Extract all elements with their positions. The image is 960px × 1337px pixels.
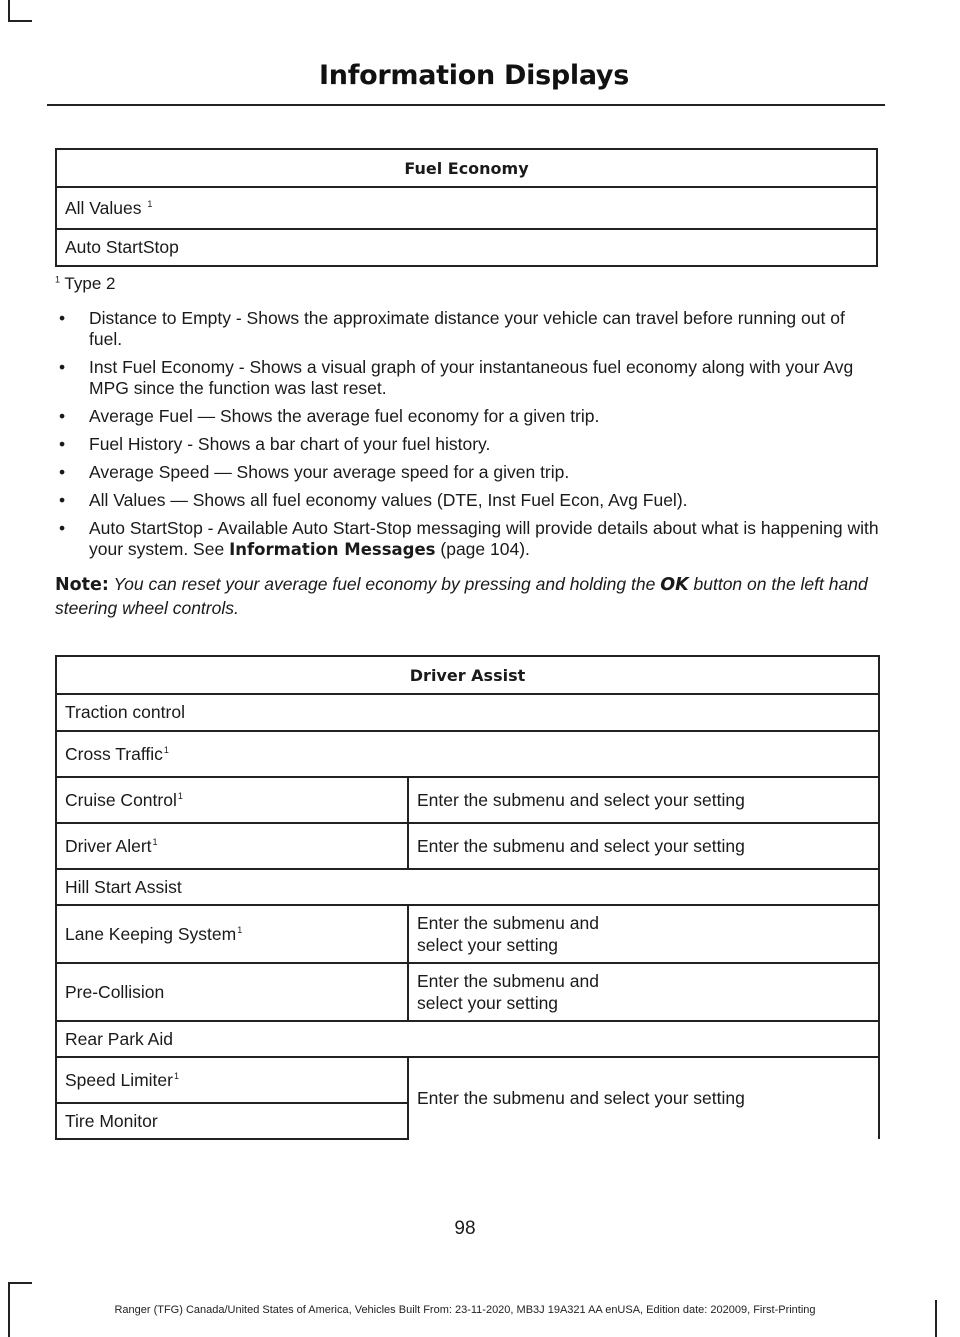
list-item: • Distance to Empty - Shows the approximate distance your vehicle can travel before running out of fuel. [59, 308, 845, 349]
row-lane-keeping-system: Lane Keeping System$^1$ [56, 905, 408, 963]
ok-button-ref: OK [660, 575, 689, 595]
crop-mark [10, 1282, 32, 1284]
footnote-mark: 1 [147, 198, 153, 209]
driver-alert-setting: Enter the submenu and select your setting [408, 823, 879, 869]
driver-table-heading: Driver Assist [56, 656, 879, 694]
page-title: Information Displays [319, 60, 629, 91]
list-item: • Inst Fuel Economy - Shows a visual graph of your instantaneous fuel economy along with your Avg MPG since the function was last reset. [59, 357, 854, 398]
crop-mark [10, 20, 32, 22]
crop-mark [8, 0, 10, 22]
information-messages-link[interactable]: Information Messages [229, 540, 436, 559]
row-cruise-control: Cruise Control$^1$ [56, 777, 408, 823]
pre-collision-setting: Enter the submenu and select your setting [408, 963, 879, 1021]
lane-keeping-setting: Enter the submenu and select your setting [408, 905, 879, 963]
footer-text: Ranger (TFG) Canada/United States of America, Vehicles Built From: 23-11-2020, MB3J 19A321 AA enUSA, Edition date: 202009, First-Printing [114, 1304, 816, 1316]
row-traction-control: Traction control [56, 694, 879, 731]
row-speed-limiter: Speed Limiter$^1$ [56, 1057, 408, 1103]
list-item: • Average Fuel — Shows the average fuel economy for a given trip. [59, 406, 600, 426]
list-item: • All Values — Shows all fuel economy values (DTE, Inst Fuel Econ, Avg Fuel). [59, 490, 688, 510]
crop-mark [935, 1300, 937, 1337]
speed-limiter-setting: Enter the submenu and select your setting [408, 1057, 879, 1139]
fuel-table-heading: Fuel Economy [56, 149, 877, 187]
note-paragraph: Note: You can reset your average fuel economy by pressing and holding the OK button on the left hand steering wheel controls. [55, 574, 868, 618]
row-driver-alert: Driver Alert$^1$ [56, 823, 408, 869]
row-rear-park-aid: Rear Park Aid [56, 1021, 879, 1057]
fuel-row-all-values: All Values $^1$ [56, 187, 877, 229]
row-hill-start-assist: Hill Start Assist [56, 869, 879, 905]
row-tire-monitor: Tire Monitor [56, 1103, 408, 1139]
row-cross-traffic: Cross Traffic$^1$ [56, 731, 879, 777]
page-number: 98 [454, 1218, 476, 1239]
list-item: • Fuel History - Shows a bar chart of your fuel history. [59, 434, 491, 454]
fuel-economy-table [55, 148, 878, 267]
list-item: • Auto StartStop - Available Auto Start-Stop messaging will provide details about what is happening with your system. See Information Messages (page 104). [59, 518, 879, 559]
list-item: • Average Speed — Shows your average speed for a given trip. [59, 462, 570, 482]
driver-assist-table [55, 655, 880, 1140]
feature-list [55, 308, 880, 567]
title-divider [47, 104, 885, 106]
fuel-row-auto-startstop: Auto StartStop [56, 229, 877, 266]
table-footnote: $^1$ Type 2 [55, 274, 116, 293]
cruise-control-setting: Enter the submenu and select your setting [408, 777, 879, 823]
row-pre-collision: Pre-Collision [56, 963, 408, 1021]
